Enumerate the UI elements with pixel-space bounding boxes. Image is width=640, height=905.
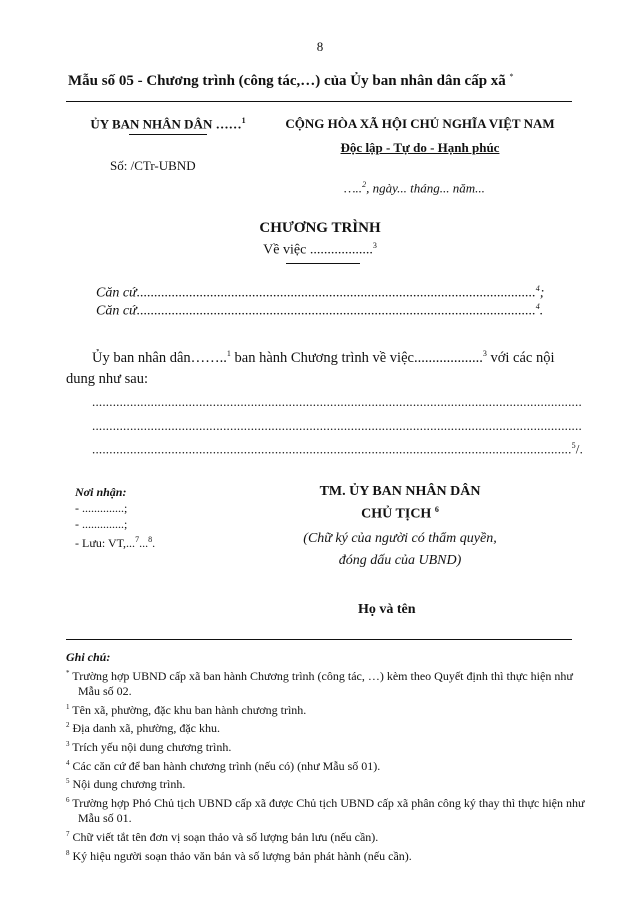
content-line-3-dots: ........................................................................................................................................... — [92, 441, 572, 457]
signature-line-2 — [290, 501, 510, 524]
note-item — [66, 700, 586, 719]
content-line-1: .............................................................................................................................................. — [92, 394, 582, 409]
note-text: Chữ viết tắt tên đơn vị soạn thảo và số lượng bản lưu (nếu cần). — [72, 829, 379, 844]
content-line-3 — [92, 441, 584, 457]
content-end: /. — [575, 441, 584, 457]
legal-basis-2 — [96, 302, 576, 320]
body-part-1: Ủy ban nhân dân…….. — [92, 349, 227, 366]
recipient-item-1: - ..............; — [75, 501, 128, 515]
archive-mark-8: 8 — [148, 535, 153, 544]
note-mark: * — [66, 668, 70, 677]
note-item — [66, 846, 586, 865]
signature-line-1: TM. ỦY BAN NHÂN DÂN — [319, 484, 481, 499]
subject-mark: 3 — [372, 241, 377, 250]
note-item — [66, 718, 586, 737]
body-part-2: ban hành Chương trình về việc................... — [230, 349, 483, 366]
document-subject — [0, 241, 640, 259]
motto-text: Độc lập - Tự do - Hạnh phúc — [340, 140, 500, 155]
body-mark-1: 1 — [226, 349, 231, 358]
basis-1-text: Căn cứ.................................................................................................................. — [96, 285, 536, 301]
signature-mark: 6 — [434, 505, 439, 514]
note-text: Trích yếu nội dung chương trình. — [72, 739, 232, 754]
note-mark: 7 — [66, 829, 70, 838]
page-number: 8 — [316, 39, 324, 54]
date-text: , ngày... tháng... năm... — [366, 180, 485, 196]
basis-2-mark: 4 — [535, 302, 540, 311]
signature-note-2: đóng dấu của UBND) — [338, 552, 462, 568]
document-type: CHƯƠNG TRÌNH — [259, 220, 381, 236]
note-mark: 6 — [66, 795, 70, 804]
note-text: Ký hiệu người soạn thảo văn bản và số lượng bản phát hành (nếu cần). — [72, 848, 412, 863]
form-title-mark: * — [509, 72, 514, 81]
note-item — [66, 827, 586, 846]
recipient-archive — [75, 532, 155, 551]
note-item — [66, 756, 586, 775]
note-item — [66, 793, 586, 827]
note-text: Trường hợp Phó Chủ tịch UBND cấp xã được Chủ tịch UBND cấp xã phân công ký thay thì thực hiện như Mẫu số 01. — [72, 795, 585, 826]
note-text: Tên xã, phường, đặc khu ban hành chương trình. — [72, 702, 307, 717]
place-date — [344, 180, 485, 196]
legal-basis-1 — [96, 284, 576, 302]
national-motto — [270, 140, 570, 156]
authority-name: ỦY BAN NHÂN DÂN …… — [90, 116, 242, 132]
content-line-2: .............................................................................................................................................. — [92, 418, 582, 433]
document-number: Số: /CTr-UBND — [110, 158, 196, 173]
signature-note — [290, 528, 510, 572]
note-text: Địa danh xã, phường, đặc khu. — [72, 721, 220, 736]
subject-text: Về việc .................. — [263, 242, 373, 258]
note-text: Các căn cứ để ban hành chương trình (nếu có) (như Mẫu số 01). — [72, 758, 381, 773]
recipients-label: Nơi nhận: — [75, 485, 127, 499]
signature-role: CHỦ TỊCH — [361, 506, 432, 522]
note-item — [66, 666, 586, 700]
recipients — [75, 484, 155, 551]
archive-mid: ... — [139, 536, 149, 550]
note-text: Nội dung chương trình. — [72, 777, 186, 792]
content-mark: 5 — [571, 441, 576, 450]
note-mark: 2 — [66, 721, 70, 730]
body-mark-2: 3 — [482, 349, 487, 358]
basis-1-end: ; — [539, 285, 545, 301]
body-part-3: với các nội dung như sau: — [66, 349, 555, 387]
place-mark: 2 — [362, 180, 367, 189]
notes-section — [66, 650, 586, 864]
note-mark: 3 — [66, 739, 70, 748]
note-mark: 5 — [66, 777, 70, 786]
authority-mark: 1 — [241, 116, 246, 125]
basis-2-end: . — [539, 303, 544, 319]
archive-text: - Lưu: VT,... — [75, 536, 136, 550]
recipient-item-2: - ..............; — [75, 517, 128, 531]
body-paragraph — [66, 343, 582, 390]
top-divider — [66, 101, 572, 102]
archive-end: . — [152, 536, 156, 550]
note-item — [66, 737, 586, 756]
basis-1-mark: 4 — [535, 284, 540, 293]
note-mark: 4 — [66, 758, 70, 767]
authority-underline — [129, 134, 207, 135]
signature-note-1: (Chữ ký của người có thẩm quyền, — [303, 530, 497, 546]
signature-block — [290, 483, 510, 572]
signer-name: Họ và tên — [358, 602, 416, 617]
notes-divider — [66, 639, 572, 640]
basis-2-text: Căn cứ.................................................................................................................. — [96, 303, 536, 319]
notes-label: Ghi chú: — [66, 650, 111, 664]
subject-underline — [286, 263, 360, 264]
form-title — [68, 72, 514, 90]
place-prefix: ….. — [344, 180, 363, 196]
note-item — [66, 774, 586, 793]
form-title-text: Mẫu số 05 - Chương trình (công tác,…) của Ủy ban nhân dân cấp xã — [68, 73, 506, 89]
note-mark: 1 — [66, 702, 70, 711]
note-text: Trường hợp UBND cấp xã ban hành Chương trình (công tác, …) kèm theo Quyết định thì thực hiện như Mẫu số 02. — [72, 668, 573, 699]
issuing-authority — [73, 116, 263, 135]
archive-mark-7: 7 — [135, 535, 140, 544]
note-mark: 8 — [66, 848, 70, 857]
national-title: CỘNG HÒA XÃ HỘI CHỦ NGHĨA VIỆT NAM — [285, 116, 555, 131]
